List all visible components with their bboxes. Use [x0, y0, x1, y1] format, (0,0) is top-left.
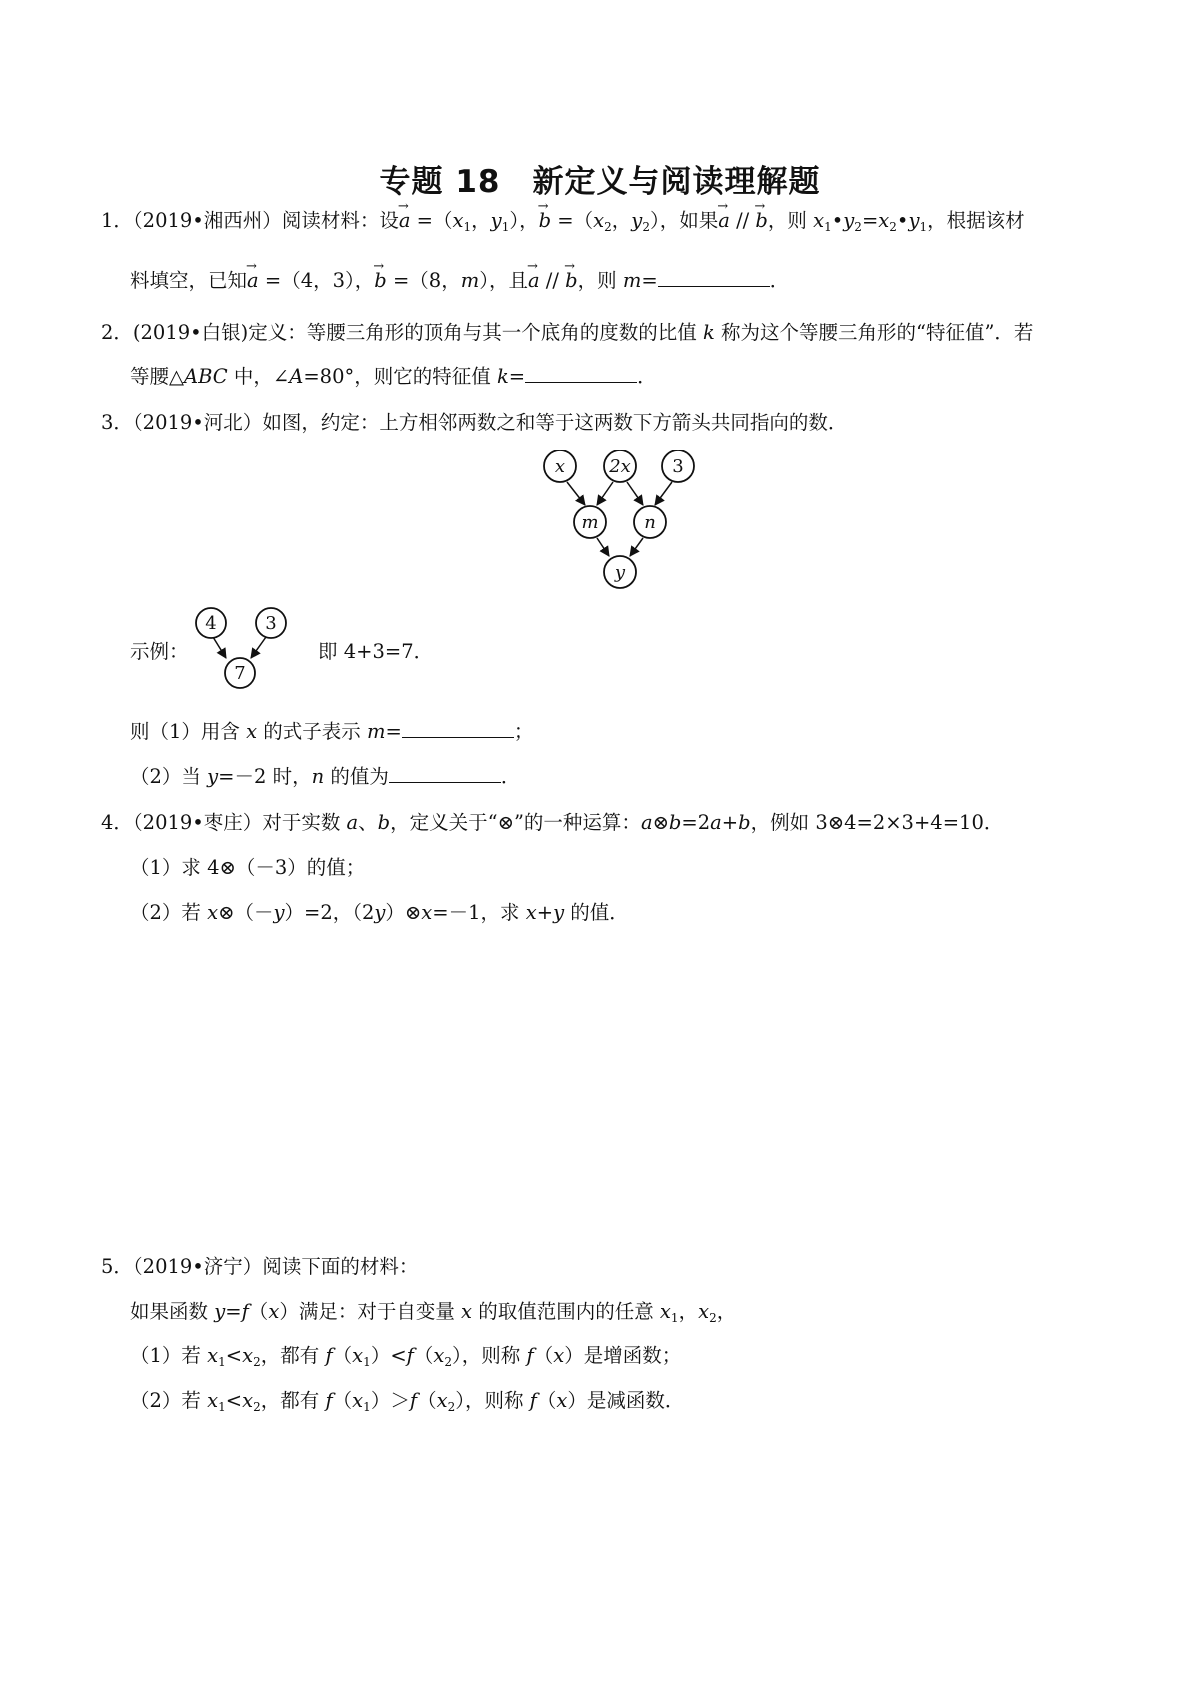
- var-x: x: [433, 1344, 445, 1367]
- q1-text: 料填空，已知: [130, 269, 248, 292]
- var-y: y: [273, 901, 285, 924]
- var-f: f: [409, 1389, 418, 1412]
- subscript: 1: [363, 1355, 371, 1369]
- q3-text: 的值为: [324, 765, 389, 788]
- q5-line1: [101, 1254, 418, 1280]
- q4-number: 4．: [101, 811, 133, 834]
- q2-text: 等腰△: [130, 365, 184, 388]
- q5-text: ），则称: [455, 1389, 530, 1412]
- var-x: x: [878, 209, 890, 232]
- q5-text: （: [536, 1389, 557, 1412]
- q1-text: ），: [509, 209, 539, 232]
- node-n: n: [644, 512, 656, 533]
- q2-line2: [130, 364, 657, 390]
- node-m: m: [581, 512, 599, 533]
- var-a: a: [640, 811, 653, 834]
- q2-text: 定义：等腰三角形的顶角与其一个底角的度数的比值: [248, 321, 703, 344]
- subscript: 1: [919, 220, 928, 234]
- period: ．: [769, 269, 790, 292]
- subscript: 1: [824, 220, 832, 234]
- greater-than: ＞: [390, 1389, 410, 1412]
- subscript: 2: [709, 1311, 717, 1325]
- var-y: y: [374, 901, 386, 924]
- var-y: y: [843, 209, 855, 232]
- q5-text: （: [332, 1389, 353, 1412]
- var-y: y: [631, 209, 643, 232]
- subscript: 2: [604, 220, 612, 234]
- subscript: 2: [889, 220, 897, 234]
- var-x: x: [659, 1300, 671, 1323]
- period: ．: [500, 765, 521, 788]
- q3-part2: [130, 764, 520, 790]
- q2-number: 2．: [101, 321, 133, 344]
- subscript: 2: [854, 220, 862, 234]
- var-x: x: [593, 209, 605, 232]
- q1-source: （2019•湘西州）: [132, 209, 282, 232]
- equals: =: [385, 720, 402, 743]
- vector-a: → a: [399, 208, 411, 234]
- vector-b: → b: [565, 268, 577, 294]
- q4-text: （2）若: [130, 901, 208, 924]
- example-node-3: 3: [265, 613, 277, 634]
- q4-text: ⊗（－: [218, 901, 274, 924]
- vector-b: → b: [539, 208, 551, 234]
- var-y: y: [553, 901, 565, 924]
- q5-source: （2019•济宁）: [132, 1255, 263, 1278]
- q1-text: ，则: [767, 209, 814, 232]
- q3-source: （2019•河北）: [132, 411, 263, 434]
- q4-text: 的值．: [564, 901, 629, 924]
- q3-number: 3．: [101, 411, 133, 434]
- node-2x: 2x: [609, 456, 631, 477]
- q5-text: （2）若: [130, 1389, 208, 1412]
- q4-line1: [101, 810, 1003, 836]
- q3-text: （2）当: [130, 765, 208, 788]
- subscript: 2: [642, 220, 650, 234]
- var-x: x: [698, 1300, 710, 1323]
- var-x: x: [553, 1344, 565, 1367]
- answer-blank[interactable]: [402, 719, 514, 738]
- q5-text: 阅读下面的材料：: [262, 1255, 419, 1278]
- answer-blank[interactable]: [389, 764, 501, 783]
- var-x: x: [556, 1389, 568, 1412]
- subscript: 1: [463, 220, 472, 234]
- q1-text: ，根据该材: [927, 209, 1025, 232]
- parallel-sign: //: [729, 209, 756, 232]
- q1-text: =（8，: [386, 269, 461, 292]
- var-f: f: [241, 1300, 249, 1323]
- q1-text: =（: [410, 209, 453, 232]
- example-label: 示例：: [130, 640, 189, 663]
- var-n: n: [311, 765, 325, 788]
- var-x: x: [436, 1389, 448, 1412]
- var-x: x: [242, 1344, 254, 1367]
- plus: +: [536, 901, 554, 924]
- period: ．: [637, 365, 657, 388]
- vector-a: → a: [718, 208, 730, 234]
- plus: +: [721, 811, 739, 834]
- q2-text: 称为这个等腰三角形的“特征值”．若: [714, 321, 1034, 344]
- example-node-7: 7: [234, 663, 246, 684]
- var-b: b: [668, 811, 682, 834]
- var-x: x: [207, 1344, 219, 1367]
- page-title: 专题 18 新定义与阅读理解题: [379, 164, 821, 200]
- q4-text: =－1，求: [432, 901, 526, 924]
- subscript: 1: [363, 1400, 371, 1414]
- var-f: f: [526, 1344, 534, 1367]
- q1-text: ），且: [479, 269, 528, 292]
- q2-text: 中，∠: [227, 365, 290, 388]
- subscript: 2: [253, 1355, 261, 1369]
- q5-text: ）: [370, 1389, 391, 1412]
- var-x: x: [525, 901, 537, 924]
- triangle-abc: ABC: [184, 365, 228, 388]
- var-f: f: [325, 1344, 333, 1367]
- equals: =: [641, 269, 658, 292]
- equals: =: [508, 365, 526, 388]
- var-x: x: [207, 1389, 219, 1412]
- vector-a: → a: [528, 268, 540, 294]
- less-than: <: [225, 1389, 243, 1412]
- q5-line2: [130, 1299, 736, 1325]
- subscript: 2: [447, 1400, 456, 1414]
- q5-part2: [130, 1388, 684, 1414]
- q4-text: ）⊗: [385, 901, 422, 924]
- parallel-sign: //: [539, 269, 566, 292]
- var-y: y: [908, 209, 920, 232]
- subscript: 1: [218, 1400, 226, 1414]
- q4-text: 、: [358, 811, 378, 834]
- q5-text: （: [413, 1344, 434, 1367]
- q2-text: =80°，则它的特征值: [303, 365, 497, 388]
- q4-part2: [130, 900, 629, 926]
- q3-text: 的式子表示: [257, 720, 368, 743]
- semicolon: ；: [513, 720, 534, 743]
- var-x: x: [207, 901, 219, 924]
- q3-example-label: [130, 639, 189, 665]
- q4-part1-text: （1）求 4⊗（－3）的值；: [130, 856, 366, 879]
- q3-example-text: [318, 639, 433, 665]
- var-k: k: [702, 321, 715, 344]
- var-y: y: [490, 209, 502, 232]
- subscript: 2: [444, 1355, 453, 1369]
- var-x: x: [268, 1300, 280, 1323]
- otimes: ⊗: [652, 811, 669, 834]
- q4-text: =2: [681, 811, 711, 834]
- q5-text: 如果函数: [130, 1300, 215, 1323]
- q4-part1: [130, 855, 365, 881]
- q5-text: ）: [370, 1344, 391, 1367]
- q4-text: 对于实数: [262, 811, 347, 834]
- subscript: 2: [253, 1400, 261, 1414]
- var-x: x: [242, 1389, 254, 1412]
- answer-blank[interactable]: [658, 268, 770, 287]
- vector-b: → b: [755, 208, 767, 234]
- var-a: a: [346, 811, 359, 834]
- less-than: <: [225, 1344, 243, 1367]
- equals: =: [861, 209, 879, 232]
- var-y: y: [214, 1300, 226, 1323]
- q1-line1: [101, 208, 1025, 234]
- q1-text: ，: [611, 209, 632, 232]
- q1-text: ，则: [577, 269, 623, 292]
- var-x: x: [352, 1344, 364, 1367]
- subscript: 1: [670, 1311, 679, 1325]
- q3-arrow-diagram: [540, 450, 700, 600]
- q3-part1: [130, 719, 533, 745]
- q5-text: ，都有: [260, 1344, 326, 1367]
- q4-text: ）=2，（2: [284, 901, 375, 924]
- q3-text: 则（1）用含: [130, 720, 247, 743]
- q5-text: （1）若: [130, 1344, 208, 1367]
- q5-text: ），则称: [452, 1344, 527, 1367]
- answer-blank[interactable]: [525, 364, 637, 383]
- var-b: b: [377, 811, 391, 834]
- q5-text: （: [248, 1300, 269, 1323]
- q1-text: ），如果: [649, 209, 719, 232]
- q1-text: =（: [551, 209, 594, 232]
- q5-text: ）是增函数；: [564, 1344, 682, 1367]
- q4-text: ，定义关于“⊗”的一种运算：: [390, 811, 641, 834]
- angle-a: A: [289, 365, 304, 388]
- q3-text: =－2 时，: [218, 765, 312, 788]
- q5-number: 5．: [101, 1255, 133, 1278]
- q5-part1: [130, 1343, 681, 1369]
- q2-source: (2019•白银): [132, 321, 249, 344]
- var-x: x: [421, 901, 433, 924]
- node-x: x: [554, 456, 566, 477]
- q5-text: （: [417, 1389, 437, 1412]
- q1-line2: [130, 268, 789, 294]
- q4-text: ，例如 3⊗4=2×3+4=10．: [750, 811, 1004, 834]
- var-y: y: [207, 765, 219, 788]
- var-f: f: [529, 1389, 537, 1412]
- var-m: m: [367, 720, 386, 743]
- var-f: f: [325, 1389, 333, 1412]
- var-b: b: [738, 811, 751, 834]
- node-3: 3: [672, 456, 684, 477]
- node-y: y: [614, 562, 626, 583]
- var-m: m: [622, 269, 642, 292]
- var-f: f: [406, 1344, 414, 1367]
- q3-text: 如图，约定：上方相邻两数之和等于这两数下方箭头共同指向的数．: [262, 411, 848, 434]
- q1-number: 1．: [101, 209, 133, 232]
- equals: =: [225, 1300, 242, 1323]
- q2-line1: [101, 320, 1033, 346]
- q5-text: （: [332, 1344, 353, 1367]
- dot: •: [831, 209, 844, 232]
- q1-text: 阅读材料：设: [281, 209, 399, 232]
- vector-b: → b: [374, 268, 386, 294]
- q3-example-diagram: [193, 603, 303, 703]
- var-m: m: [460, 269, 480, 292]
- comma: ，: [716, 1300, 737, 1323]
- var-x: x: [352, 1389, 364, 1412]
- q5-text: （: [533, 1344, 554, 1367]
- comma: ，: [678, 1300, 699, 1323]
- vector-a: → a: [247, 268, 259, 294]
- q5-text: ）满足：对于自变量: [279, 1300, 462, 1323]
- subscript: 1: [218, 1355, 226, 1369]
- q5-text: ，都有: [260, 1389, 326, 1412]
- q1-text: ，: [471, 209, 491, 232]
- example-text: 即 4+3=7．: [318, 640, 434, 663]
- q1-text: =（4，3），: [258, 269, 375, 292]
- q4-source: （2019•枣庄）: [132, 811, 263, 834]
- example-node-4: 4: [205, 613, 217, 634]
- var-x: x: [813, 209, 825, 232]
- q5-text: ）是减函数．: [567, 1389, 685, 1412]
- q3-line1: [101, 410, 847, 436]
- q5-text: 的取值范围内的任意: [472, 1300, 660, 1323]
- var-x: x: [246, 720, 258, 743]
- var-k: k: [496, 365, 509, 388]
- subscript: 1: [501, 220, 510, 234]
- less-than: <: [390, 1344, 407, 1367]
- var-a: a: [710, 811, 722, 834]
- var-x: x: [461, 1300, 473, 1323]
- dot: •: [896, 209, 909, 232]
- var-x: x: [452, 209, 464, 232]
